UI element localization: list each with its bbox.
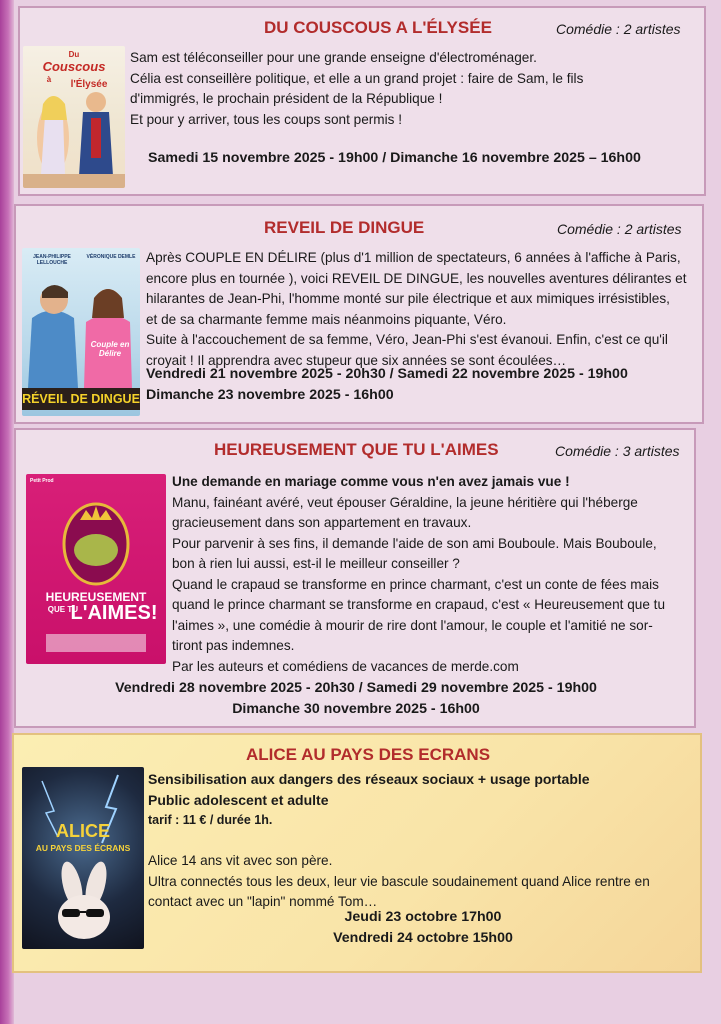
date-line: Samedi 15 novembre 2025 - 19h00 / Dimanche 16 novembre 2025 – 16h00	[148, 150, 641, 166]
show-poster	[23, 46, 125, 188]
show-dates	[148, 907, 698, 949]
show-card-heureusement	[14, 428, 696, 728]
show-card-reveil	[14, 204, 704, 424]
show-description	[148, 851, 698, 913]
poster-text-alice: ALICE	[56, 821, 110, 841]
show-dates	[146, 364, 702, 406]
description-line: d'immigrés, le prochain président de la République !	[130, 91, 443, 106]
description-line: bon à rien lui aussi, est-il le meilleur conseiller ?	[172, 556, 460, 571]
poster-text-a: à	[46, 75, 52, 84]
description-line: contact avec un "lapin" nommé Tom…	[148, 894, 378, 909]
description-line: tiront pas indemnes.	[172, 638, 295, 653]
date-line: Vendredi 21 novembre 2025 - 20h30 / Samedi 22 novembre 2025 - 19h00	[146, 366, 628, 382]
description-line: croyait ! Il apprendra avec stupeur que six années se sont écoulées…	[146, 352, 567, 368]
description-line: encore plus en tournée ), voici REVEIL DE DINGUE, les nouvelles aventures délirantes et	[146, 270, 687, 286]
description-line: quand le prince charmant se transforme en crapaud, c'est « Heureusement que tu	[172, 597, 666, 612]
poster-text-laimes: L'AIMES!	[70, 602, 158, 624]
show-title: DU COUSCOUS A L'ÉLYSÉE	[264, 18, 492, 37]
show-dates	[148, 148, 708, 169]
show-title: HEUREUSEMENT QUE TU L'AIMES	[214, 440, 499, 459]
show-card-alice	[12, 733, 702, 973]
description-lead: Une demande en mariage comme vous n'en avez jamais vue !	[172, 474, 570, 489]
show-dates	[16, 678, 696, 720]
poster-illustration	[22, 767, 144, 949]
poster-text-actor1: JEAN-PHILIPPE LELLOUCHE	[33, 254, 71, 266]
date-line: Vendredi 28 novembre 2025 - 20h30 / Samedi 29 novembre 2025 - 19h00	[115, 680, 597, 696]
description-line: Suite à l'accouchement de sa femme, Véro, Jean-Phi s'est évanoui. Enfin, c'est ce qu'il	[146, 332, 668, 347]
description-line: Ultra connectés tous les deux, leur vie bascule soudainement quand Alice rentre en	[148, 873, 650, 889]
show-tarif: tarif : 11 € / durée 1h.	[148, 813, 273, 827]
description-line: Célia est conseillère politique, et elle a un grand projet : faire de Sam, le fils	[130, 70, 584, 86]
poster-text-elysee: l'Élysée	[70, 79, 108, 90]
description-line: et de sa charmante femme mais néanmoins piquante, Véro.	[146, 311, 507, 327]
description-line: Alice 14 ans vit avec son père.	[148, 853, 333, 868]
date-line: Dimanche 30 novembre 2025 - 16h00	[232, 701, 480, 717]
show-poster	[26, 474, 166, 664]
poster-text-title: RÉVEIL DE DINGUE	[22, 388, 140, 410]
poster-illustration	[26, 474, 166, 664]
poster-text-couscous: Couscous	[42, 59, 106, 74]
description-line: Pour parvenir à ses fins, il demande l'aide de son ami Bouboule. Mais Bouboule,	[172, 535, 657, 551]
date-line: Jeudi 23 octobre 17h00	[344, 909, 502, 925]
description-line: Après COUPLE EN DÉLIRE (plus d'1 million de spectateurs, 6 années à l'affiche à Paris,	[146, 250, 681, 265]
show-genre: Comédie : 2 artistes	[556, 21, 681, 37]
description-line: gracieusement dans son appartement en travaux.	[172, 515, 472, 530]
poster-text-couple: Couple en Délire	[90, 340, 130, 358]
poster-text-actor2: VÉRONIQUE DEMLE	[86, 254, 136, 260]
date-line: Dimanche 23 novembre 2025 - 16h00	[146, 387, 394, 403]
date-line: Vendredi 24 octobre 15h00	[333, 930, 513, 946]
show-poster	[22, 248, 140, 416]
show-poster	[22, 767, 144, 949]
description-line: Sam est téléconseiller pour une grande enseigne d'électroménager.	[130, 50, 537, 65]
show-genre: Comédie : 3 artistes	[555, 443, 680, 459]
poster-text-que-tu: QUE TU	[47, 605, 78, 614]
description-line: hilarantes de Jean-Phi, l'homme monté sur pile électrique et aux mimiques irrésistibles,	[146, 291, 670, 306]
description-line: Et pour y arriver, tous les coups sont permis !	[130, 111, 402, 127]
description-line: Par les auteurs et comédiens de vacances de merde.com	[172, 658, 519, 674]
subtitle-line: Public adolescent et adulte	[148, 791, 329, 808]
description-line: l'aimes », une comédie à mourir de rire dont l'amour, le couple et l'amitié ne sor-	[172, 617, 653, 633]
show-subtitle	[148, 769, 698, 810]
poster-text-producer: Petit Prod	[30, 478, 54, 484]
poster-text-pays: AU PAYS DES ÉCRANS	[35, 843, 131, 853]
poster-text-du: Du	[68, 50, 80, 59]
description-line: Quand le crapaud se transforme en prince charmant, c'est un conte de fées mais	[172, 576, 659, 592]
show-description	[172, 472, 694, 677]
poster-text-heureusement: HEUREUSEMENT	[45, 590, 147, 604]
show-genre: Comédie : 2 artistes	[557, 221, 682, 237]
show-card-couscous	[18, 6, 706, 196]
show-title: REVEIL DE DINGUE	[264, 218, 425, 237]
description-line: Manu, fainéant avéré, veut épouser Géraldine, la jeune héritière qui l'héberge	[172, 494, 638, 510]
show-description	[130, 48, 700, 130]
show-description	[146, 248, 702, 371]
subtitle-line: Sensibilisation aux dangers des réseaux sociaux + usage portable	[148, 771, 590, 787]
show-title: ALICE AU PAYS DES ECRANS	[246, 745, 491, 764]
